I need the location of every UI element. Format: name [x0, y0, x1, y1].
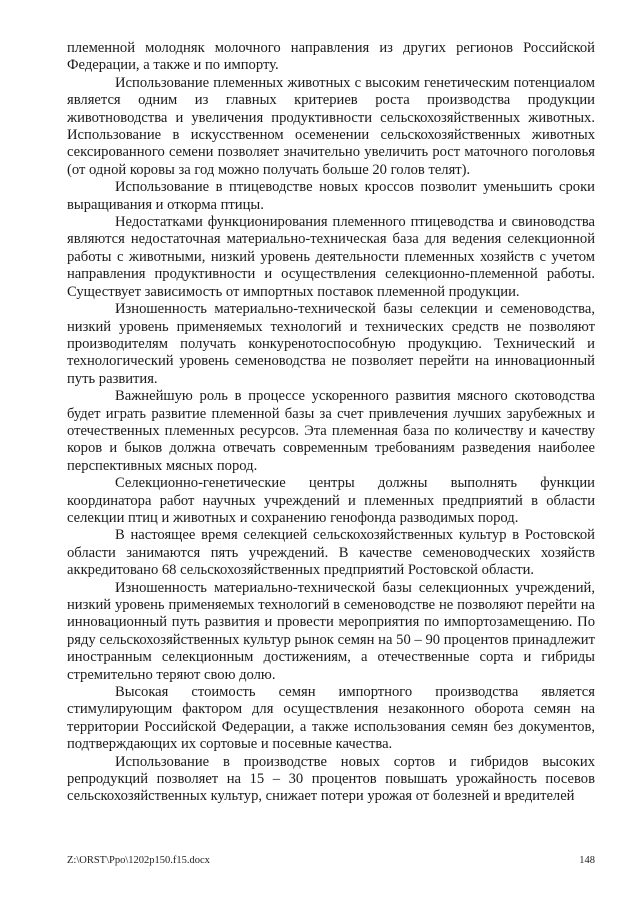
paragraph-3: Использование в птицеводстве новых кроссов позволит уменьшить сроки выращивания и откорма птицы.: [67, 179, 595, 213]
paragraph-6: Важнейшую роль в процессе ускоренного развития мясного скотоводства будет играть развитие племенной базы за счет привлечения лучших зарубежных и отечественных племенных ресурсов. Эта племенная база по количеству и качеству коров и быков должна отвечать современным требованиям разведения наиболее перспективных мясных пород.: [67, 388, 595, 474]
file-path: Z:\ORST\Ppo\1202p150.f15.docx: [67, 855, 210, 866]
page-number: 148: [579, 855, 595, 866]
paragraph-10: Высокая стоимость семян импортного производства является стимулирующим фактором для осуществления незаконного оборота семян на территории Российской Федерации, а также использования семян без документов, подтверждающих их сортовые и посевные качества.: [67, 684, 595, 753]
document-body: [67, 40, 595, 806]
paragraph-5: Изношенность материально-технической базы селекции и семеноводства, низкий уровень применяемых технологий и технических средств не позволяют производителям получать конкуренотоспособную продукцию. Технический и технологический уровень семеноводства не позволяет перейти на инновационный путь развития.: [67, 301, 595, 387]
paragraph-2: Использование племенных животных с высоким генетическим потенциалом является одним из главных критериев роста производства продукции животноводства и увеличения продуктивности сельскохозяйственных животных. Использование в искусственном осеменении сельскохозяйственных животных сексированного семени позволяет значительно увеличить рост маточного поголовья (от одной коровы за год можно получать больше 20 голов телят).: [67, 74, 595, 178]
paragraph-4: Недостатками функционирования племенного птицеводства и свиноводства являются недостаточная материально-техническая база для ведения селекционной работы с животными, низкий уровень деятельности племенных хозяйств с учетом направления продуктивности и осуществления селекционно-племенной работы. Существует зависимость от импортных поставок племенной продукции.: [67, 214, 595, 300]
paragraph-7: Селекционно-генетические центры должны выполнять функции координатора работ научных учреждений и племенных предприятий в области селекции птиц и животных и сохранению генофонда разводимых пород.: [67, 475, 595, 526]
paragraph-8: В настоящее время селекцией сельскохозяйственных культур в Ростовской области занимаются пять учреждений. В качестве семеноводческих хозяйств аккредитовано 68 сельскохозяйственных предприятий Ростовской области.: [67, 527, 595, 579]
paragraph-1: племенной молодняк молочного направления из других регионов Российской Федерации, а также и по импорту.: [67, 40, 595, 74]
paragraph-9: Изношенность материально-технической базы селекционных учреждений, низкий уровень применяемых технологий в семеноводстве не позволяют перейти на инновационный путь развития и провести мероприятия по импортозамещению. По ряду сельскохозяйственных культур рынок семян на 50 – 90 процентов принадлежит иностранным селекционным достижениям, а отечественные сорта и гибриды стремительно теряют свою долю.: [67, 579, 595, 683]
paragraph-11: Использование в производстве новых сортов и гибридов высоких репродукций позволяет на 15 – 30 процентов повышать урожайность посевов сельскохозяйственных культур, снижает потери урожая от болезней и вредителей: [67, 753, 595, 805]
